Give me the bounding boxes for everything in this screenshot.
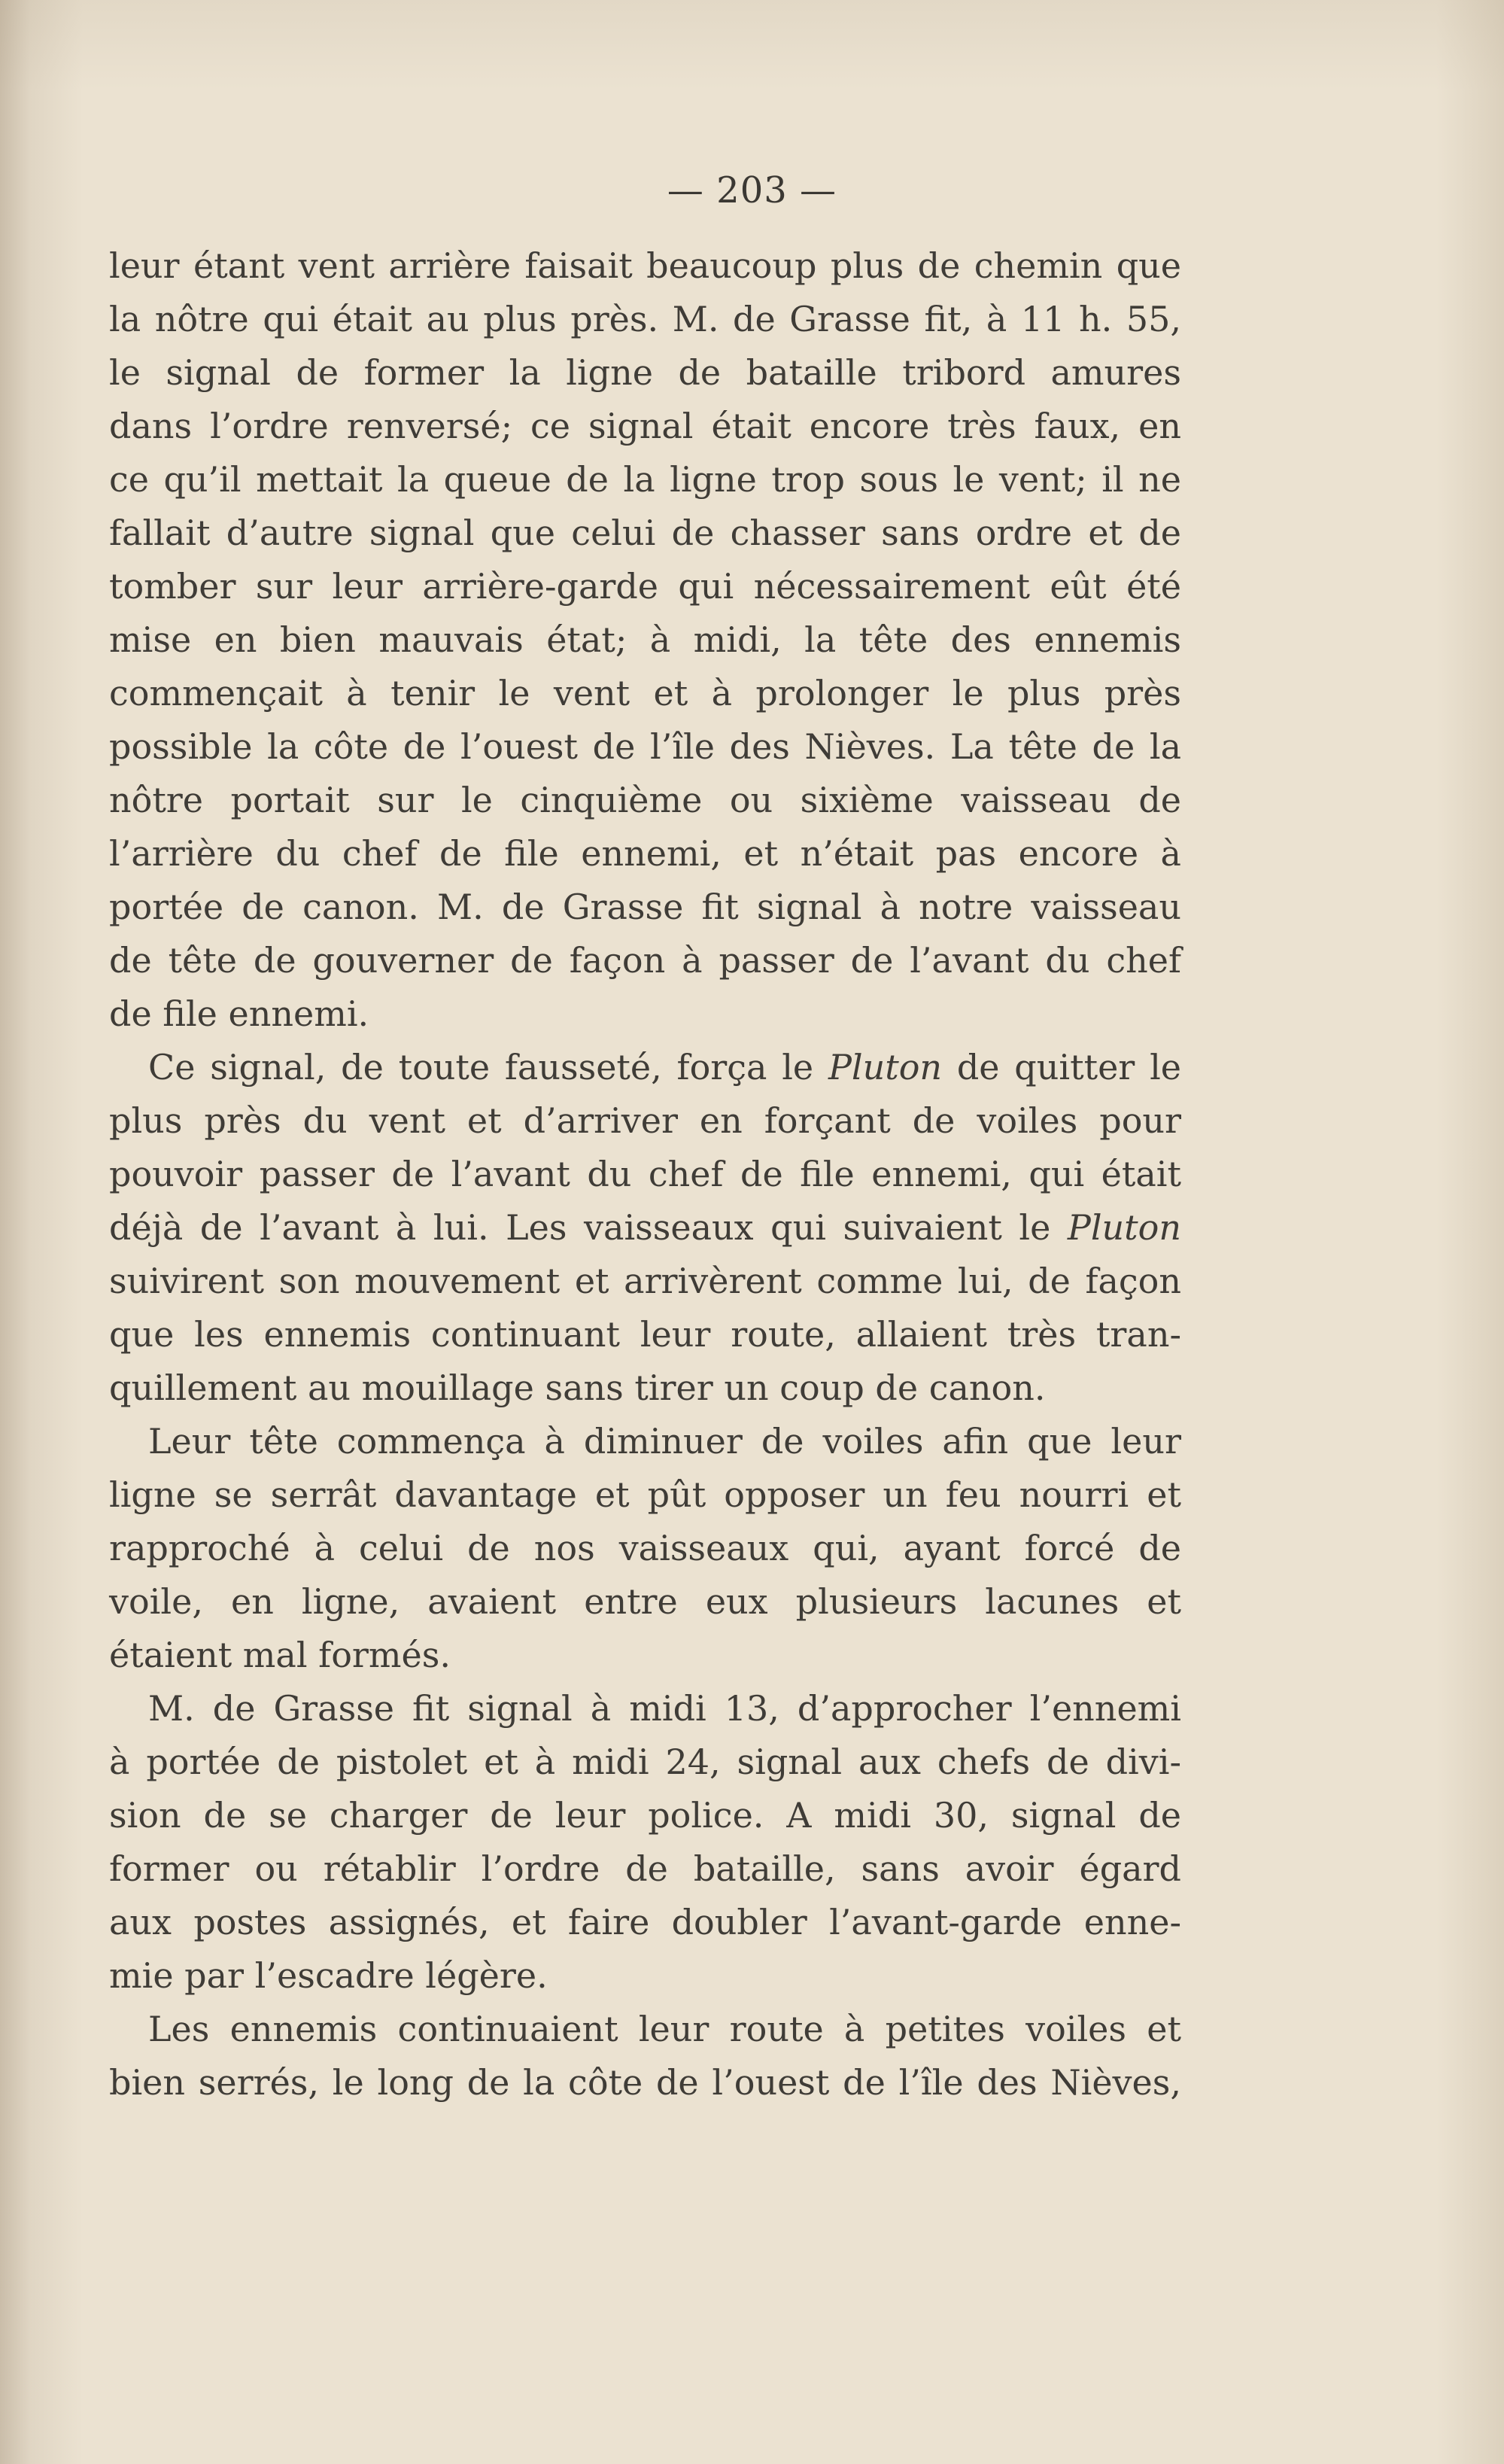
text-line: Les ennemis continuaient leur route à petites voiles et <box>148 2009 1181 2049</box>
page-number: — 203 — <box>667 169 837 211</box>
text-line: de file ennemi. <box>109 993 369 1034</box>
text-line: mise en bien mauvais état; à midi, la tête des ennemis <box>109 619 1181 660</box>
text-line: commençait à tenir le vent et à prolonger le plus près <box>109 673 1181 713</box>
text-line: de tête de gouverner de façon à passer de l’avant du chef <box>109 940 1181 981</box>
text-line: Leur tête commença à diminuer de voiles afin que leur <box>148 1421 1181 1462</box>
text-line: Ce signal, de toute fausseté, força le Pluton de quitter le <box>148 1047 1182 1088</box>
text-line: leur étant vent arrière faisait beaucoup plus de chemin que <box>109 245 1181 286</box>
text-line: possible la côte de l’ouest de l’île des Nièves. La tête de la <box>109 726 1181 767</box>
text-line: bien serrés, le long de la côte de l’ouest de l’île des Nièves, <box>109 2062 1181 2103</box>
text-line: que les ennemis continuant leur route, allaient très tran- <box>109 1314 1181 1355</box>
text-line: rapproché à celui de nos vaisseaux qui, ayant forcé de <box>109 1528 1181 1568</box>
text-line: suivirent son mouvement et arrivèrent comme lui, de façon <box>109 1261 1181 1301</box>
text-line: le signal de former la ligne de bataille tribord amures <box>109 352 1181 393</box>
ship-name: Pluton <box>1067 1207 1181 1248</box>
text-line: M. de Grasse fit signal à midi 13, d’approcher l’ennemi <box>148 1688 1181 1729</box>
text-line: plus près du vent et d’arriver en forçant de voiles pour <box>109 1100 1181 1141</box>
text-line: déjà de l’avant à lui. Les vaisseaux qui suivaient le Pluton <box>109 1207 1181 1248</box>
text-line: pouvoir passer de l’avant du chef de file ennemi, qui était <box>109 1154 1181 1194</box>
text-line: à portée de pistolet et à midi 24, signal aux chefs de divi- <box>109 1742 1181 1782</box>
body-text <box>109 239 1181 2110</box>
text-line: ligne se serrât davantage et pût opposer un feu nourri et <box>109 1474 1181 1515</box>
text-line: sion de se charger de leur police. A midi 30, signal de <box>109 1795 1181 1836</box>
text-line: nôtre portait sur le cinquième ou sixième vaisseau de <box>109 780 1181 820</box>
text-line: voile, en ligne, avaient entre eux plusieurs lacunes et <box>109 1581 1181 1622</box>
text-line: quillement au mouillage sans tirer un coup de canon. <box>109 1367 1046 1408</box>
text-line: l’arrière du chef de file ennemi, et n’était pas encore à <box>109 833 1181 874</box>
text-line: ce qu’il mettait la queue de la ligne trop sous le vent; il ne <box>109 459 1181 500</box>
text-line: fallait d’autre signal que celui de chasser sans ordre et de <box>109 513 1181 553</box>
text-line: dans l’ordre renversé; ce signal était encore très faux, en <box>109 406 1181 446</box>
text-line: portée de canon. M. de Grasse fit signal à notre vaisseau <box>109 887 1181 927</box>
text-line: aux postes assignés, et faire doubler l’avant-garde enne- <box>109 1902 1181 1942</box>
text-line: former ou rétablir l’ordre de bataille, sans avoir égard <box>109 1848 1181 1889</box>
text-line: mie par l’escadre légère. <box>109 1955 548 1996</box>
ship-name: Pluton <box>828 1047 943 1088</box>
text-line: tomber sur leur arrière-garde qui nécessairement eût été <box>109 566 1181 607</box>
text-line: étaient mal formés. <box>109 1635 451 1675</box>
text-line: la nôtre qui était au plus près. M. de Grasse fit, à 11 h. 55, <box>109 299 1181 339</box>
